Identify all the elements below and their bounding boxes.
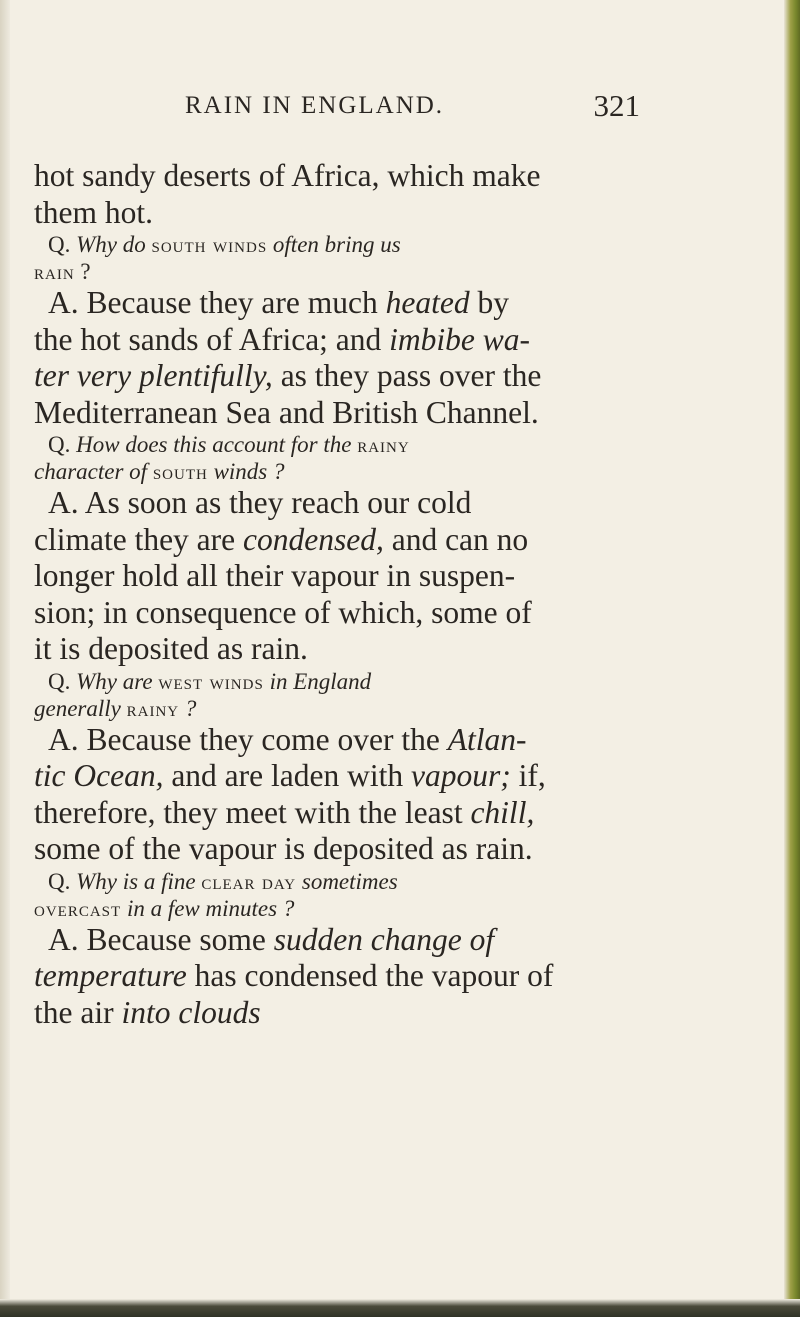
question-line: generally rainy ? [34,695,197,721]
answer-line: A. Because some sudden change of [48,921,495,957]
answer-line: tic Ocean, and are laden with vapour; if, [34,758,546,793]
answer-line: climate they are condensed, and can no [34,521,529,557]
question-line: Q. Why do south winds often bring us [48,232,401,257]
answer-line: temperature has condensed the vapour of [34,958,554,993]
answer-line: sion; in consequence of which, some of [34,594,532,630]
question-line: Q. Why is a fine clear day sometimes [48,868,398,894]
answer-line: A. Because they come over the Atlan- [48,721,527,757]
answer-line: the air into clouds [34,994,261,1030]
running-header [185,88,640,128]
body-line: hot sandy deserts of Africa, which make [34,158,541,193]
page-edge-bottom [0,1299,800,1317]
question-prefix: Q. [48,668,71,694]
page-edge-left [0,0,10,1317]
answer-line: A. As soon as they reach our cold [48,485,472,520]
question-prefix: Q. [48,868,71,894]
page-number: 321 [593,88,640,123]
answer-line: some of the vapour is deposited as rain. [34,831,533,866]
page-body [34,158,646,1031]
question-line: character of south winds ? [34,459,285,484]
question-prefix: Q. [48,432,71,457]
answer-line: it is deposited as rain. [34,631,308,666]
page-edge-right [784,0,800,1317]
question-line: Q. How does this account for the rainy [48,432,410,457]
running-head-title: RAIN IN ENGLAND. [185,92,445,119]
answer-line: A. Because they are much heated by [48,285,509,320]
question-line: rain ? [34,259,91,284]
answer-line: Mediterranean Sea and British Channel. [34,394,539,430]
answer-line: the hot sands of Africa; and imbibe wa- [34,321,531,357]
question-line: overcast in a few minutes ? [34,895,295,921]
answer-line: longer hold all their vapour in suspen- [34,558,516,593]
body-line: them hot. [34,194,153,230]
question-line: Q. Why are west winds in England [48,668,372,694]
answer-line: ter very plentifully, as they pass over the [34,358,542,393]
answer-line: therefore, they meet with the least chill, [34,794,535,830]
question-prefix: Q. [48,232,71,257]
